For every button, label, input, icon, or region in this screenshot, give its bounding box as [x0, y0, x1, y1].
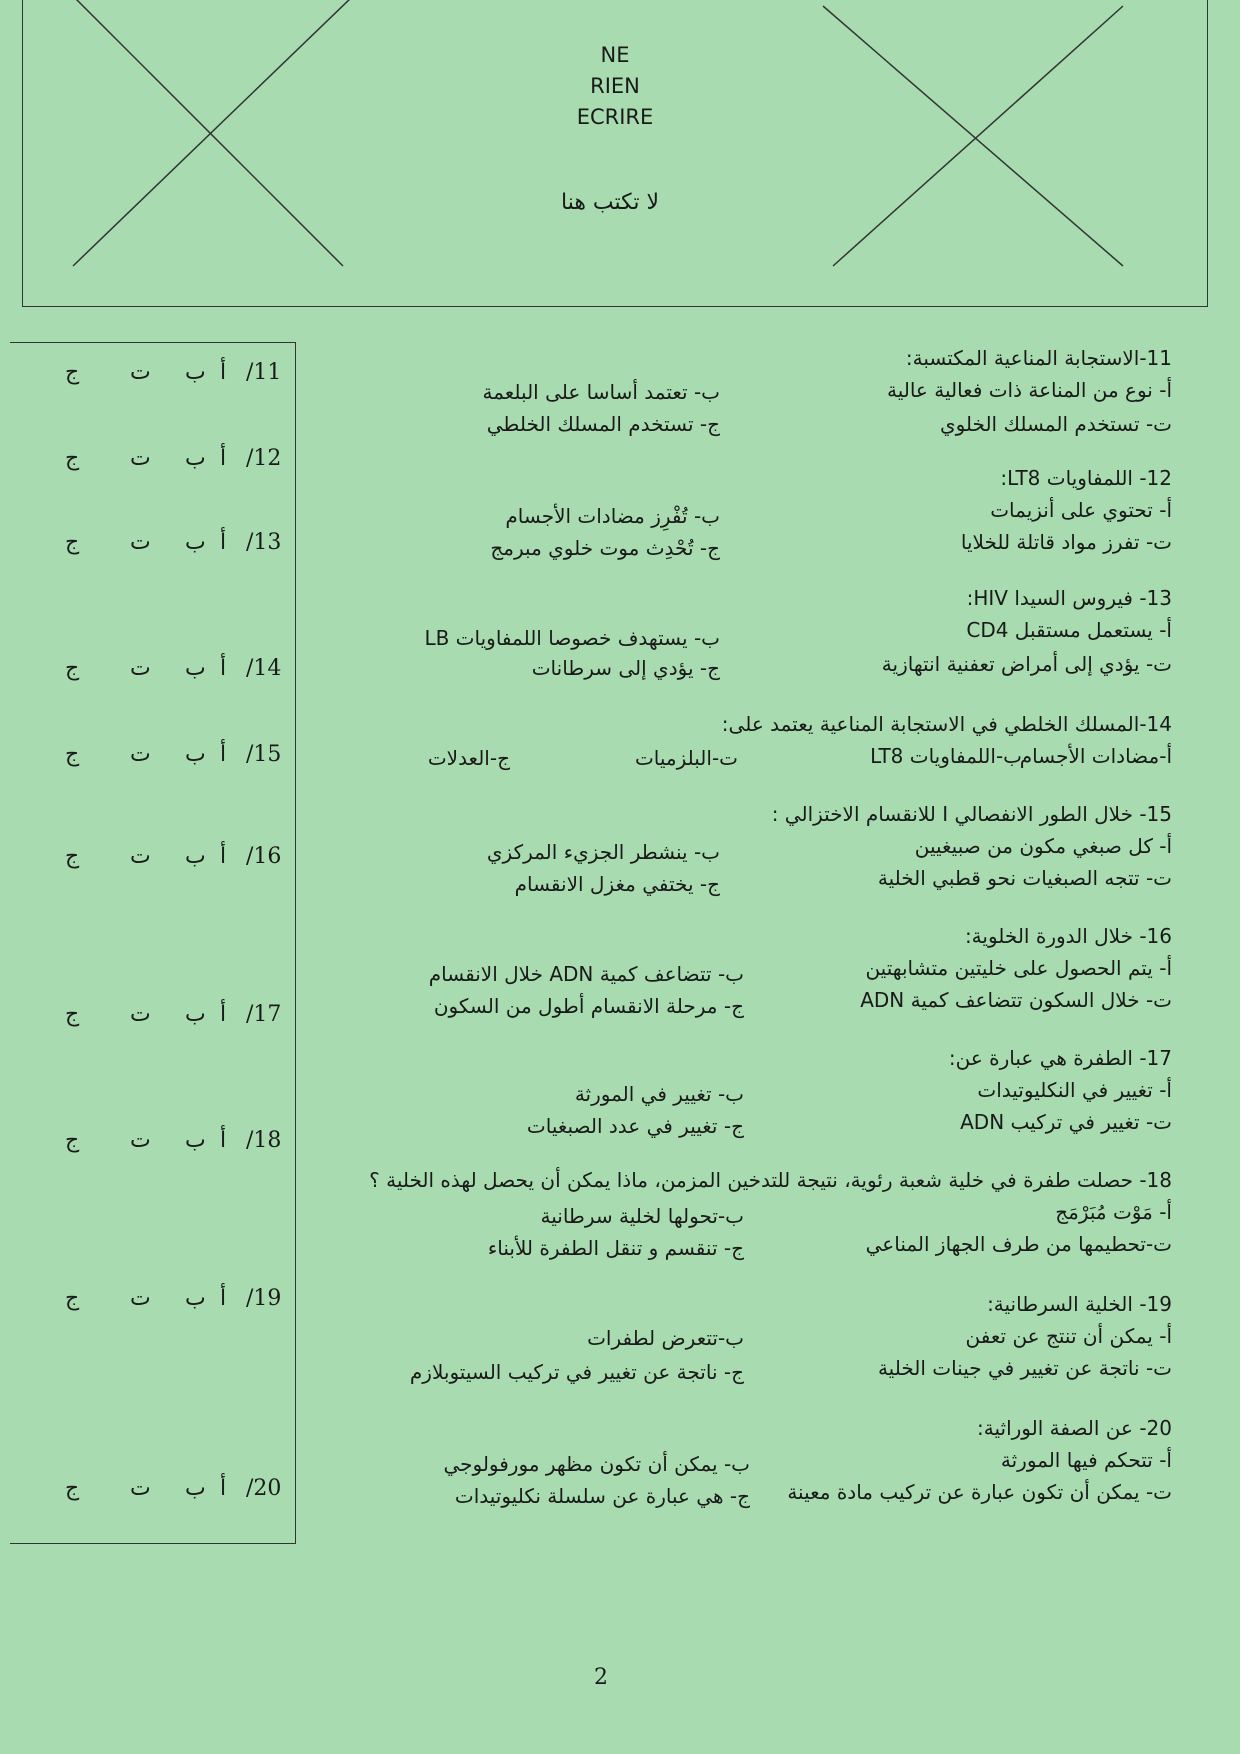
- answer-num: /15: [246, 742, 282, 767]
- answer-choice-t[interactable]: ت: [130, 530, 151, 555]
- no-write-french: [560, 40, 670, 133]
- question-15-option-j: ج- يختفي مغزل الانقسام: [514, 872, 720, 896]
- answer-choice-t[interactable]: ت: [130, 1128, 151, 1153]
- answer-choice-t[interactable]: ت: [130, 844, 151, 869]
- question-18-title: 18- حصلت طفرة في خلية شعبة رئوية، نتيجة للتدخين المزمن، ماذا يمكن أن يحصل لهذه الخلية ؟: [369, 1168, 1172, 1192]
- answer-num: /16: [246, 844, 282, 869]
- answer-choice-j[interactable]: ج: [65, 742, 80, 767]
- answer-choice-a[interactable]: أ: [220, 656, 227, 681]
- question-12-option-t: ت- تفرز مواد قاتلة للخلايا: [960, 530, 1172, 554]
- question-20-option-j: ج- هي عبارة عن سلسلة نكليوتيدات: [454, 1484, 750, 1508]
- answer-choice-b[interactable]: ب: [185, 1002, 206, 1027]
- answer-choice-t[interactable]: ت: [130, 446, 151, 471]
- question-19-title: 19- الخلية السرطانية:: [987, 1292, 1172, 1316]
- cross-left-line-2: [73, 0, 353, 266]
- question-12-title: 12- اللمفاويات LT8:: [1000, 466, 1172, 490]
- answer-choice-j[interactable]: ج: [65, 446, 80, 471]
- page-number: 2: [594, 1665, 608, 1690]
- answer-choice-b[interactable]: ب: [185, 530, 206, 555]
- question-15-option-a: أ- كل صبغي مكون من صبيغيين: [914, 834, 1172, 858]
- answer-num: /12: [246, 446, 282, 471]
- question-15-option-b: ب- ينشطر الجزيء المركزي: [486, 840, 720, 864]
- answer-choice-j[interactable]: ج: [65, 530, 80, 555]
- question-16-title: 16- خلال الدورة الخلوية:: [964, 924, 1172, 948]
- question-16-option-a: أ- يتم الحصول على خليتين متشابهتين: [865, 956, 1172, 980]
- no-write-fr-3: ECRIRE: [576, 105, 654, 129]
- answer-num: /14: [246, 656, 282, 681]
- question-15-title: 15- خلال الطور الانفصالي I للانقسام الاختزالي :: [771, 802, 1172, 826]
- answer-choice-t[interactable]: ت: [130, 1476, 151, 1501]
- question-12-option-a: أ- تحتوي على أنزيمات: [990, 498, 1172, 522]
- question-14-title: 14-المسلك الخلطي في الاستجابة المناعية يعتمد على:: [721, 712, 1172, 736]
- question-11-option-a: أ- نوع من المناعة ذات فعالية عالية: [886, 378, 1172, 402]
- no-write-fr-2: RIEN: [590, 74, 640, 98]
- answer-num: /19: [246, 1286, 282, 1311]
- no-write-fr-1: NE: [600, 43, 630, 67]
- question-19-option-a: أ- يمكن أن تنتج عن تعفن: [965, 1324, 1172, 1348]
- question-14-option-a: أ-مضادات الأجسام: [1019, 744, 1172, 768]
- answer-choice-a[interactable]: أ: [220, 1128, 227, 1153]
- answer-choice-b[interactable]: ب: [185, 742, 206, 767]
- answer-num: /20: [246, 1476, 282, 1501]
- answer-choice-a[interactable]: أ: [220, 1002, 227, 1027]
- answer-choice-j[interactable]: ج: [65, 1002, 80, 1027]
- question-16-option-t: ت- خلال السكون تتضاعف كمية ADN: [860, 988, 1172, 1012]
- answer-choice-b[interactable]: ب: [185, 1286, 206, 1311]
- answer-choice-t[interactable]: ت: [130, 360, 151, 385]
- answer-num: /13: [246, 530, 282, 555]
- question-20-title: 20- عن الصفة الوراثية:: [977, 1416, 1172, 1440]
- answer-row-17: [10, 1002, 295, 1042]
- question-15-option-t: ت- تتجه الصبغيات نحو قطبي الخلية: [877, 866, 1172, 890]
- question-19-option-j: ج- ناتجة عن تغيير في تركيب السيتوبلازم: [409, 1360, 744, 1384]
- answer-choice-a[interactable]: أ: [220, 446, 227, 471]
- question-13-option-b: ب- يستهدف خصوصا اللمفاويات LB: [424, 626, 720, 650]
- question-13-option-j: ج- يؤدي إلى سرطانات: [531, 656, 720, 680]
- question-20-option-t: ت- يمكن أن تكون عبارة عن تركيب مادة معينة: [787, 1480, 1172, 1504]
- answer-choice-j[interactable]: ج: [65, 1128, 80, 1153]
- answer-choice-b[interactable]: ب: [185, 844, 206, 869]
- question-11-title: 11-الاستجابة المناعية المكتسبة:: [905, 346, 1172, 370]
- no-write-arabic: لا تكتب هنا: [561, 190, 659, 215]
- answer-choice-b[interactable]: ب: [185, 1128, 206, 1153]
- answer-choice-a[interactable]: أ: [220, 360, 227, 385]
- answer-choice-a[interactable]: أ: [220, 1476, 227, 1501]
- question-19-option-b: ب-تتعرض لطفرات: [587, 1326, 744, 1350]
- answer-num: /11: [246, 360, 282, 385]
- question-11-option-t: ت- تستخدم المسلك الخلوي: [939, 412, 1172, 436]
- question-12-option-b: ب- تُفْرِز مضادات الأجسام: [505, 504, 720, 528]
- question-13-title: 13- فيروس السيدا HIV:: [966, 586, 1172, 610]
- question-17-option-a: أ- تغيير في النكليوتيدات: [977, 1078, 1172, 1102]
- answer-choice-j[interactable]: ج: [65, 1476, 80, 1501]
- answer-row-11: [10, 360, 295, 400]
- cross-right-line-2: [833, 6, 1123, 266]
- answer-row-15: [10, 742, 295, 782]
- question-12-option-j: ج- تُحْدِث موت خلوي مبرمج: [490, 536, 720, 560]
- answer-choice-b[interactable]: ب: [185, 656, 206, 681]
- answer-row-13: [10, 530, 295, 570]
- answer-row-12: [10, 446, 295, 486]
- question-17-option-b: ب- تغيير في المورثة: [574, 1082, 744, 1106]
- answer-choice-a[interactable]: أ: [220, 530, 227, 555]
- answer-choice-j[interactable]: ج: [65, 360, 80, 385]
- question-17-option-j: ج- تغيير في عدد الصبغيات: [526, 1114, 744, 1138]
- answer-row-20: [10, 1476, 295, 1516]
- answer-choice-t[interactable]: ت: [130, 1286, 151, 1311]
- question-14-option-t: ت-البلزميات: [634, 746, 738, 770]
- question-11-option-j: ج- تستخدم المسلك الخلطي: [486, 412, 720, 436]
- answer-choice-b[interactable]: ب: [185, 360, 206, 385]
- answer-choice-j[interactable]: ج: [65, 1286, 80, 1311]
- answer-row-14: [10, 656, 295, 696]
- question-18-option-t: ت-تحطيمها من طرف الجهاز المناعي: [865, 1232, 1172, 1256]
- answer-choice-a[interactable]: أ: [220, 742, 227, 767]
- answer-choice-j[interactable]: ج: [65, 844, 80, 869]
- question-16-option-b: ب- تتضاعف كمية ADN خلال الانقسام: [428, 962, 744, 986]
- question-20-option-b: ب- يمكن أن تكون مظهر مورفولوجي: [443, 1452, 750, 1476]
- answer-choice-t[interactable]: ت: [130, 656, 151, 681]
- question-19-option-t: ت- ناتجة عن تغيير في جينات الخلية: [877, 1356, 1172, 1380]
- question-13-option-a: أ- يستعمل مستقبل CD4: [966, 618, 1172, 642]
- answer-choice-a[interactable]: أ: [220, 1286, 227, 1311]
- answer-num: /18: [246, 1128, 282, 1153]
- answer-num: /17: [246, 1002, 282, 1027]
- question-18-option-a: أ- مَوْت مُبَرْمَج: [1055, 1200, 1172, 1224]
- answer-choice-t[interactable]: ت: [130, 742, 151, 767]
- question-14-option-b: ب-اللمفاويات LT8: [870, 744, 1022, 768]
- answer-row-16: [10, 844, 295, 884]
- cross-right-line-1: [823, 6, 1123, 266]
- question-18-option-b: ب-تحولها لخلية سرطانية: [540, 1204, 744, 1228]
- answer-sheet-box: [10, 342, 296, 1544]
- answer-choice-b[interactable]: ب: [185, 1476, 206, 1501]
- answer-choice-t[interactable]: ت: [130, 1002, 151, 1027]
- question-16-option-j: ج- مرحلة الانقسام أطول من السكون: [433, 994, 744, 1018]
- question-18-option-j: ج- تنقسم و تنقل الطفرة للأبناء: [487, 1236, 744, 1260]
- question-20-option-a: أ- تتحكم فيها المورثة: [1000, 1448, 1172, 1472]
- answer-choice-j[interactable]: ج: [65, 656, 80, 681]
- answer-choice-a[interactable]: أ: [220, 844, 227, 869]
- answer-choice-b[interactable]: ب: [185, 446, 206, 471]
- question-13-option-t: ت- يؤدي إلى أمراض تعفنية انتهازية: [881, 652, 1172, 676]
- answer-row-19: [10, 1286, 295, 1326]
- question-14-option-j: ج-العدلات: [427, 746, 510, 770]
- question-17-title: 17- الطفرة هي عبارة عن:: [948, 1046, 1172, 1070]
- question-17-option-t: ت- تغيير في تركيب ADN: [960, 1110, 1172, 1134]
- answer-row-18: [10, 1128, 295, 1168]
- question-11-option-b: ب- تعتمد أساسا على البلعمة: [482, 380, 720, 404]
